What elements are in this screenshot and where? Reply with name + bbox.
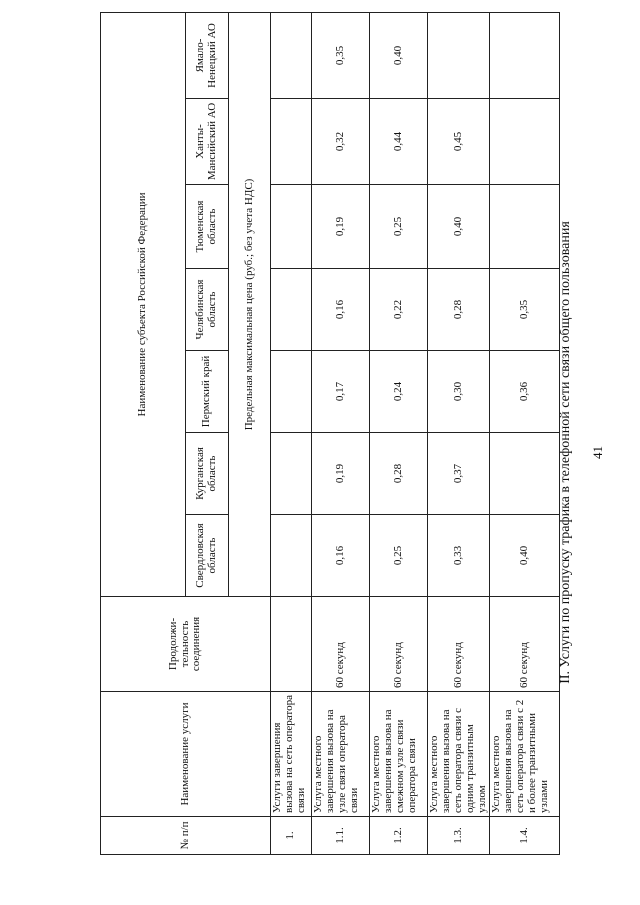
row-price-value [271, 185, 312, 269]
row-price-value: 0,28 [370, 433, 428, 515]
row-number: 1.1. [312, 817, 370, 855]
header-subject-group: Наименование субъекта Российской Федерации [101, 12, 186, 596]
row-price-value: 0,30 [428, 351, 490, 433]
row-price-value [428, 12, 490, 98]
row-price-value [490, 99, 560, 185]
row-price-value: 0,36 [490, 351, 560, 433]
header-service-name: Наименование услуги [101, 692, 271, 817]
header-region: Пермский край [186, 351, 229, 433]
row-price-value: 0,22 [370, 269, 428, 351]
row-price-value [490, 185, 560, 269]
row-number: 1.2. [370, 817, 428, 855]
row-service-name: Услуги завершения вызова на сеть оператора связи [271, 692, 312, 817]
table-row [428, 12, 490, 854]
row-price-value: 0,19 [312, 433, 370, 515]
page-number: 41 [590, 446, 605, 459]
row-price-value: 0,33 [428, 515, 490, 597]
header-region: Ханты-Мансийский АО [186, 99, 229, 185]
row-price-value: 0,19 [312, 185, 370, 269]
row-service-name: Услуга местного завершения вызова на смежном узле связи оператора связи [370, 692, 428, 817]
row-price-value: 0,16 [312, 515, 370, 597]
header-region: Ямало-Ненецкий АО [186, 12, 229, 98]
row-price-value [271, 351, 312, 433]
row-price-value [271, 99, 312, 185]
table-row [312, 12, 370, 854]
row-price-value [271, 269, 312, 351]
row-duration [271, 597, 312, 692]
row-number: 1. [271, 817, 312, 855]
row-price-value: 0,40 [490, 515, 560, 597]
row-price-value: 0,24 [370, 351, 428, 433]
row-service-name: Услуга местного завершения вызова на сеть оператора связи с одним транзитным узлом [428, 692, 490, 817]
row-price-value: 0,16 [312, 269, 370, 351]
header-price-caption: Предельная максимальная цена (руб.; без учета НДС) [229, 12, 271, 596]
row-price-value [271, 12, 312, 98]
row-price-value: 0,45 [428, 99, 490, 185]
row-price-value: 0,32 [312, 99, 370, 185]
row-duration: 60 секунд [428, 597, 490, 692]
table-row [370, 12, 428, 854]
header-region: Свердловская область [186, 515, 229, 597]
row-duration: 60 секунд [490, 597, 560, 692]
row-price-value: 0,44 [370, 99, 428, 185]
row-price-value: 0,17 [312, 351, 370, 433]
row-price-value [271, 433, 312, 515]
header-region: Курганская область [186, 433, 229, 515]
header-region: Челябинская область [186, 269, 229, 351]
row-duration: 60 секунд [370, 597, 428, 692]
row-price-value: 0,37 [428, 433, 490, 515]
row-price-value: 0,28 [428, 269, 490, 351]
header-duration: Продолжи-тельность соединения [101, 597, 271, 692]
row-duration: 60 секунд [312, 597, 370, 692]
row-service-name: Услуга местного завершения вызова на узле связи оператора связи [312, 692, 370, 817]
row-price-value: 0,40 [428, 185, 490, 269]
header-num: № п/п [101, 817, 271, 855]
row-service-name: Услуга местного завершения вызова на сеть оператора связи с 2 и более транзитными узлами [490, 692, 560, 817]
row-price-value: 0,35 [490, 269, 560, 351]
table-row [490, 12, 560, 854]
row-price-value [490, 433, 560, 515]
row-price-value: 0,25 [370, 185, 428, 269]
row-price-value: 0,40 [370, 12, 428, 98]
row-price-value [490, 12, 560, 98]
header-region: Тюменская область [186, 185, 229, 269]
row-number: 1.3. [428, 817, 490, 855]
row-price-value: 0,25 [370, 515, 428, 597]
table-row [271, 12, 312, 854]
row-price-value: 0,35 [312, 12, 370, 98]
row-number: 1.4. [490, 817, 560, 855]
tariff-table [100, 12, 560, 855]
section-title: II. Услуги по пропуску трафика в телефонной сети связи общего пользования [558, 221, 573, 684]
row-price-value [271, 515, 312, 597]
